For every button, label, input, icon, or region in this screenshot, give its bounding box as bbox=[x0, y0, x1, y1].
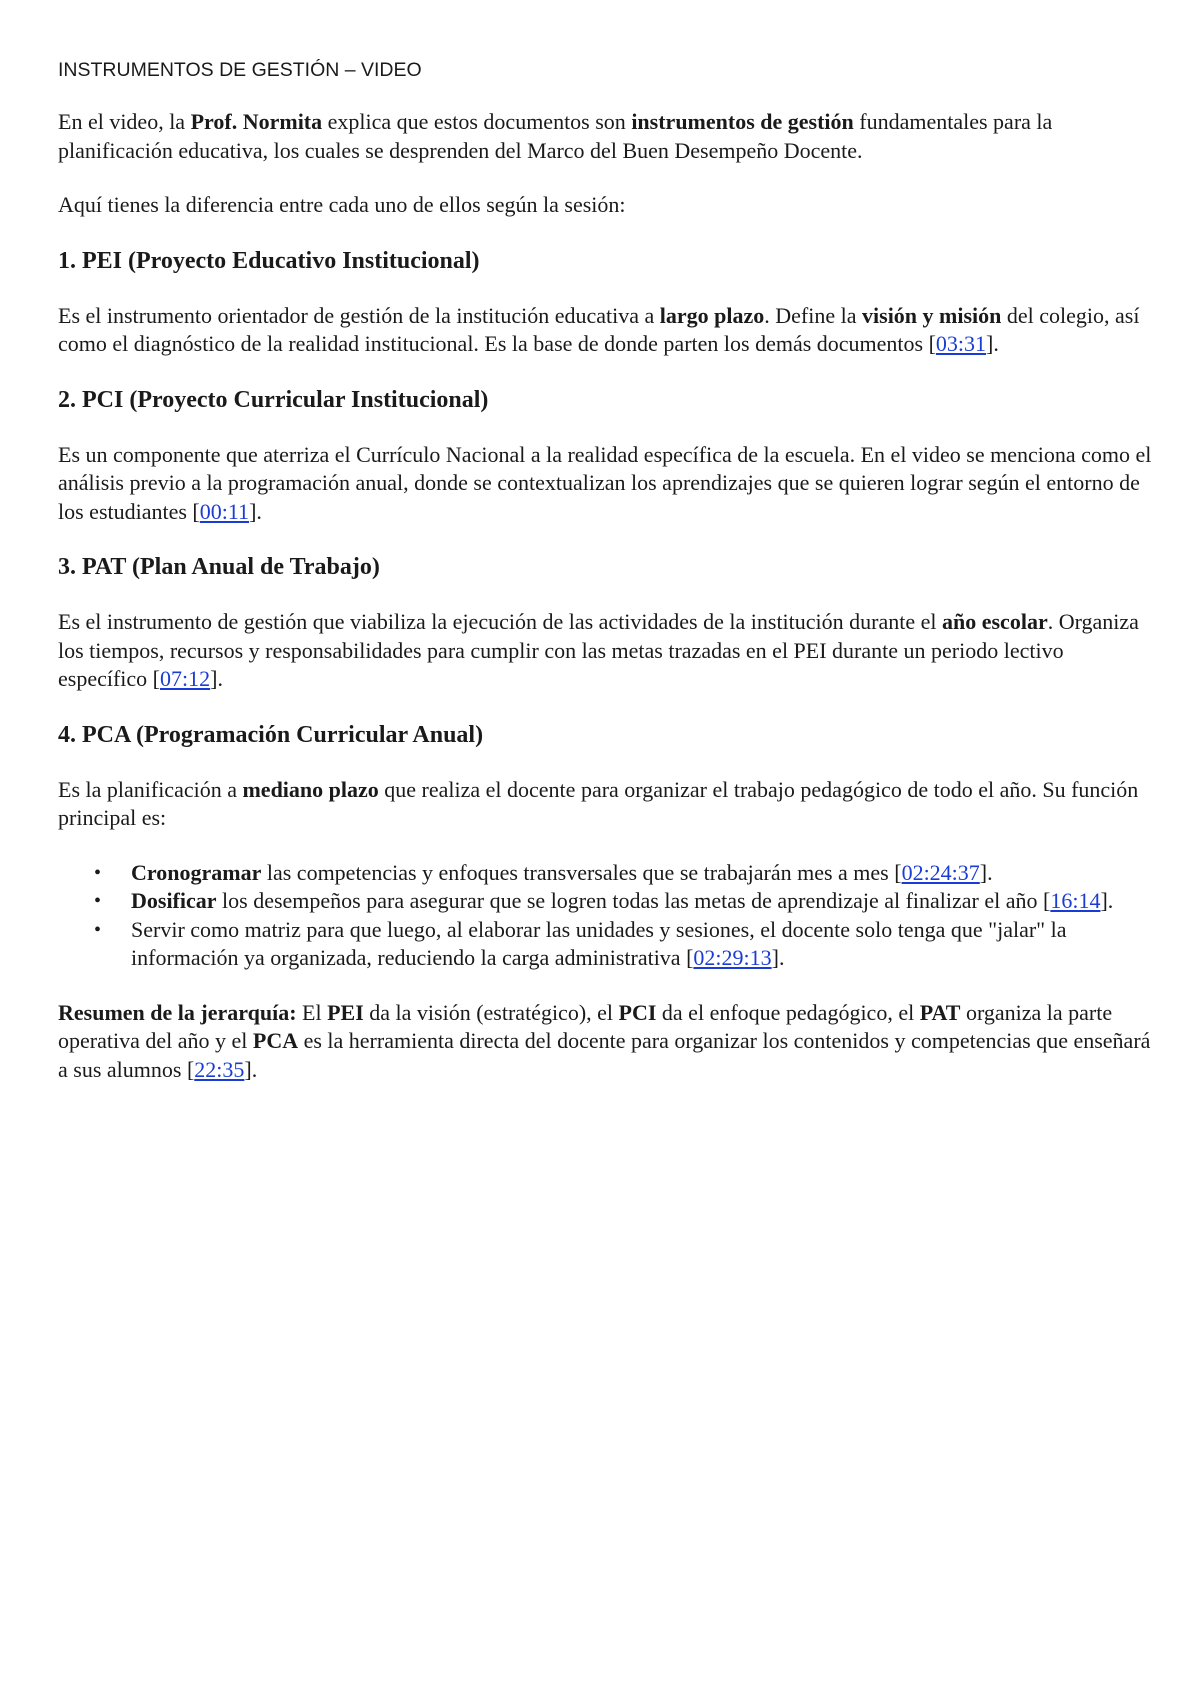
pca-paragraph: Es la planificación a mediano plazo que realiza el docente para organizar el trabajo pedagógico de todo el año. Su función principal es: bbox=[58, 776, 1139, 830]
heading-pat: 3. PAT (Plan Anual de Trabajo) bbox=[58, 554, 380, 580]
pci-paragraph: Es un componente que aterriza el Currículo Nacional a la realidad específica de la escuela. En el video se menciona como el análisis previo a la programación anual, donde se contextualizan los aprendizajes que se quieren lograr según el entorno de los estudiantes [00:11]. bbox=[58, 441, 1152, 524]
bullet-icon: • bbox=[94, 890, 102, 912]
timestamp-link-bullet-3[interactable]: 02:29:13 bbox=[693, 945, 772, 970]
pat-paragraph: Es el instrumento de gestión que viabiliza la ejecución de las actividades de la institución durante el año escolar. Organiza los tiempos, recursos y responsabilidades para cumplir con las metas trazadas en el PEI durante un periodo lectivo específico [07:12]. bbox=[58, 609, 1139, 691]
heading-pci: 2. PCI (Proyecto Curricular Institucional) bbox=[58, 386, 489, 413]
intro-paragraph-2: Aquí tienes la diferencia entre cada uno de ellos según la sesión: bbox=[58, 192, 626, 217]
document-page bbox=[58, 56, 1158, 1110]
heading-pei: 1. PEI (Proyecto Educativo Institucional) bbox=[58, 247, 480, 274]
timestamp-link-pat[interactable]: 07:12 bbox=[160, 666, 211, 691]
bullet-icon: • bbox=[94, 861, 102, 884]
list-item: • Servir como matriz para que luego, al elaborar las unidades y sesiones, el docente solo tenga que "jalar" la información ya organizada, reduciendo la carga administrativa [02:29:13]. bbox=[94, 916, 1067, 970]
timestamp-link-summary[interactable]: 22:35 bbox=[194, 1056, 245, 1082]
timestamp-link-pei[interactable]: 03:31 bbox=[935, 331, 987, 356]
timestamp-link-pci[interactable]: 00:11 bbox=[199, 498, 250, 524]
bullet-icon: • bbox=[94, 918, 102, 941]
list-item: • Cronogramar las competencias y enfoques transversales que se trabajarán mes a mes [02:24:37]. bbox=[58, 859, 1158, 888]
timestamp-link-bullet-2[interactable]: 16:14 bbox=[1050, 888, 1101, 913]
intro-paragraph: En el video, la Prof. Normita explica que estos documentos son instrumentos de gestión fundamentales para la planificación educativa, los cuales se desprenden del Marco del Buen Desempeño Docente. bbox=[58, 109, 1053, 163]
heading-pca: 4. PCA (Programación Curricular Anual) bbox=[58, 721, 484, 748]
list-item: • Dosificar los desempeños para asegurar que se logren todas las metas de aprendizaje al finalizar el año [16:14]. bbox=[58, 887, 1158, 916]
pca-bullet-list bbox=[58, 859, 1158, 973]
document-title: INSTRUMENTOS DE GESTIÓN – VIDEO bbox=[58, 59, 422, 81]
summary-paragraph: Resumen de la jerarquía: El PEI da la visión (estratégico), el PCI da el enfoque pedagógico, el PAT organiza la parte operativa del año y el PCA es la herramienta directa del docente para organizar los contenidos y competencias que enseñará a sus alumnos [22:35]. bbox=[58, 999, 1151, 1082]
timestamp-link-bullet-1[interactable]: 02:24:37 bbox=[901, 859, 980, 885]
pei-paragraph: Es el instrumento orientador de gestión de la institución educativa a largo plazo. Define la visión y misión del colegio, así como el diagnóstico de la realidad institucional. Es la base de donde parten los demás documentos [03:31]. bbox=[58, 302, 1140, 356]
